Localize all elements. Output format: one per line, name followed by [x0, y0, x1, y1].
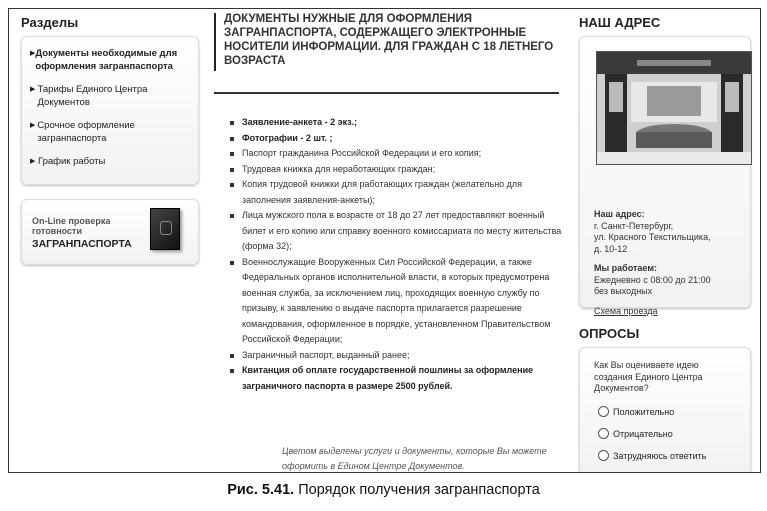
passport-icon [150, 208, 180, 250]
menu-item-urgent[interactable] [30, 119, 192, 145]
highlight-note: Цветом выделены услуги и документы, которые Вы можете оформить в Едином Центре Документов. [282, 446, 547, 471]
menu-item-label: График работы [38, 156, 106, 167]
triangle-right-icon: ▶ [30, 122, 36, 129]
menu-item-label: Документы необходимые для оформления загранпаспорта [35, 48, 178, 72]
poll-option-label: Затрудняюсь ответить [613, 450, 707, 461]
poll-option-undecided[interactable] [598, 450, 706, 461]
menu-item-label: Срочное оформление загранпаспорта [37, 120, 135, 144]
route-map-link[interactable]: Схема проезда [594, 305, 658, 316]
list-item: Паспорт гражданина Российской Федерации и его копия; [228, 146, 563, 162]
address-line3: д. 10-12 [594, 243, 628, 254]
triangle-right-icon: ▶ [30, 50, 36, 57]
polls-heading: ОПРОСЫ [579, 326, 640, 341]
poll-option-label: Положительно [613, 406, 675, 417]
page-frame [8, 8, 761, 473]
promo-line2: ЗАГРАНПАСПОРТА [32, 238, 132, 250]
right-column [579, 11, 751, 473]
list-item: Фотографии - 2 шт. ; [228, 131, 563, 147]
poll-option-label: Отрицательно [613, 428, 673, 439]
main-content [214, 9, 562, 471]
documents-list [228, 115, 563, 394]
menu-item-documents[interactable] [30, 47, 192, 73]
address-line1: г. Санкт-Петербург, [594, 220, 674, 231]
address-heading: НАШ АДРЕС [579, 15, 661, 30]
address-text [594, 209, 744, 317]
list-item: Трудовая книжка для неработающих граждан; [228, 162, 563, 178]
hours-line2: без выходных [594, 286, 653, 296]
passport-check-banner[interactable] [21, 199, 199, 265]
list-item: Заявление-анкета - 2 экз.; [228, 115, 563, 131]
office-photo [596, 51, 752, 165]
figure-title: Порядок получения загранпаспорта [298, 482, 540, 498]
menu-item-schedule[interactable] [30, 155, 192, 168]
triangle-right-icon: ▶ [30, 158, 36, 165]
list-item: Лица мужского пола в возрасте от 18 до 27 лет предоставляют военный билет и его копию или справку военного комиссариата по месту жительства (форма 32); [228, 208, 563, 255]
sections-menu [21, 36, 199, 185]
title-divider [214, 92, 559, 94]
radio-button[interactable] [598, 406, 609, 417]
list-item: Квитанция об оплате государственной пошлины за оформление заграничного паспорта в размере 2500 рублей. [228, 363, 563, 394]
poll-card [579, 347, 751, 473]
menu-item-label: Тарифы Единого Центра Документов [37, 84, 148, 108]
poll-option-positive[interactable] [598, 406, 674, 417]
figure-caption [0, 482, 767, 498]
list-item: Копия трудовой книжки для работающих граждан (желательно для заполнения заявления-анкеты); [228, 177, 563, 208]
figure-number: Рис. 5.41. [227, 482, 295, 498]
triangle-right-icon: ▶ [30, 86, 36, 93]
list-item: Военнослужащие Вооруженных Сил Российской Федерации, а также Федеральных органов исполнительной власти, в которых предусмотрена военная служба, за исключением лиц, проходящих военную службу по призыву, к заявлению о выдаче паспорта прилагается разрешение командования, оформленное в порядке, установленном Правительством Российской Федерации; [228, 255, 563, 348]
left-column [21, 11, 199, 265]
poll-question: Как Вы оцениваете идею создания Единого Центра Документов? [594, 360, 703, 393]
address-line2: ул. Красного Текстильщика, [594, 232, 711, 242]
address-label: Наш адрес: [594, 209, 645, 219]
radio-button[interactable] [598, 450, 609, 461]
radio-button[interactable] [598, 428, 609, 439]
hours-line1: Ежедневно с 08:00 до 21:00 [594, 274, 711, 285]
promo-line1: On-Line проверка готовности [32, 216, 111, 236]
poll-option-negative[interactable] [598, 428, 673, 439]
title-accent-bar [214, 13, 216, 71]
menu-item-tariffs[interactable] [30, 83, 192, 109]
list-item: Заграничный паспорт, выданный ранее; [228, 348, 563, 364]
page-title: ДОКУМЕНТЫ НУЖНЫЕ ДЛЯ ОФОРМЛЕНИЯ ЗАГРАНПАСПОРТА, СОДЕРЖАЩЕГО ЭЛЕКТРОННЫЕ НОСИТЕЛИ ИНФОРМАЦИИ. ДЛЯ ГРАЖДАН С 18 ЛЕТНЕГО ВОЗРАСТА [224, 13, 554, 67]
address-card [579, 36, 751, 316]
hours-label: Мы работаем: [594, 263, 657, 273]
sections-heading: Разделы [21, 15, 79, 30]
